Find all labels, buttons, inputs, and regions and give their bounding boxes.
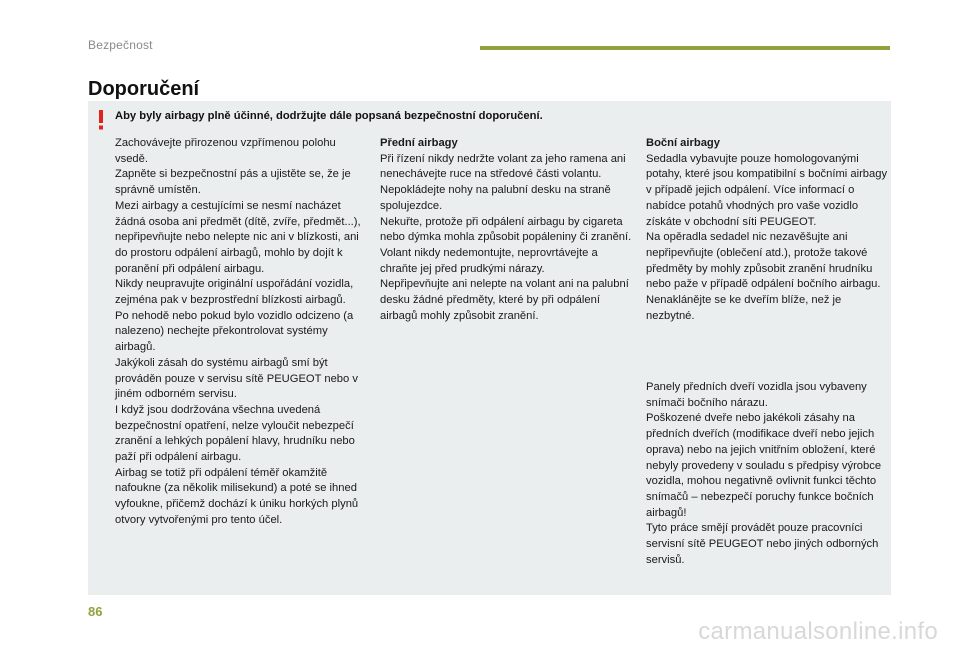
page-title: Doporučení [88,78,200,100]
side-airbags-text: Sedadla vybavujte pouze homologovanými potahy, které jsou kompatibilní s bočními airbagy v případě jejich odpálení. Více informací o nabídce potahů vhodných pro vaše vozidlo získáte v obchodní síti PEUGEOT. Na opěradla sedadel nic nezavěšujte ani nepřipevňujte (oblečení atd.), protože takové předměty by mohly způsobit zranění hrudníku nebo paže v případě odpálení bočního airbagu. Nenaklánějte se ke dveřím blíže, než je nezbytné. [646,152,888,322]
side-sensors-text: Panely předních dveří vozidla jsou vybaveny snímači bočního nárazu. Poškozené dveře nebo jakékoli zásahy na předních dveřích (modifikace dveří nebo jejich oprava) nebo na jejich vnitřním obložení, které nebyly provedeny v souladu s předpisy výrobce vozidla, mohou negativně ovlivnit funkci těchto snímačů – nebezpečí poruchy funkce bočních airbagů! Tyto práce smějí provádět pouze pracovníci servisní sítě PEUGEOT nebo jiných odborných servisů. [646,381,882,566]
header-rule [480,46,890,50]
warning-intro: Aby byly airbagy plně účinné, dodržujte dále popsaná bezpečnostní doporučení. [115,110,543,122]
side-airbags-heading: Boční airbagy [646,137,720,149]
front-airbags-section [380,136,635,324]
watermark: carmanualsonline.info [698,618,938,645]
section-label: Bezpečnost [88,38,153,52]
side-airbags-section [646,136,891,324]
page-number: 86 [88,604,103,619]
general-recommendations: Zachovávejte přirozenou vzpřímenou polohu vsedě. Zapněte si bezpečnostní pás a ujistěte se, že je správně umístěn. Mezi airbagy a cestujícími se nesmí nacházet žádná osoba ani předmět (dítě, zvíře, předmět...), nepřipevňujte nebo nelepte nic ani v blízkosti, ani do prostoru odpálení airbagů, mohlo by dojít k poranění při odpálení airbagu. Nikdy neupravujte originální uspořádání vozidla, zejména pak v bezprostřední blízkosti airbagů. Po nehodě nebo pokud bylo vozidlo odcizeno (a nalezeno) nechejte překontrolovat systémy airbagů. Jakýkoli zásah do systému airbagů smí být prováděn pouze v servisu sítě PEUGEOT nebo v jiném odborném servisu. I když jsou dodržována všechna uvedená bezpečnostní opatření, nelze vyloučit nebezpečí zranění a lehkých popálení hlavy, hrudníku nebo paží při odpálení airbagu. Airbag se totiž při odpálení téměř okamžitě nafoukne (za několik milisekund) a poté se ihned vyfoukne, přičemž dochází k úniku horkých plynů otvory vytvořenými pro tento účel. [115,137,361,526]
front-airbags-heading: Přední airbagy [380,137,458,149]
exclamation-icon [96,110,106,130]
front-airbags-text: Při řízení nikdy nedržte volant za jeho ramena ani nenechávejte ruce na středové části volantu. Nepokládejte nohy na palubní desku na straně spolujezdce. Nekuřte, protože při odpálení airbagu by cigareta nebo dýmka mohla způsobit popáleniny či zranění. Volant nikdy nedemontujte, neprovrtávejte a chraňte jej před prudkými nárazy. Nepřipevňujte ani nelepte na volant ani na palubní desku žádné předměty, které by při odpálení airbagů mohly způsobit zranění. [380,152,632,322]
